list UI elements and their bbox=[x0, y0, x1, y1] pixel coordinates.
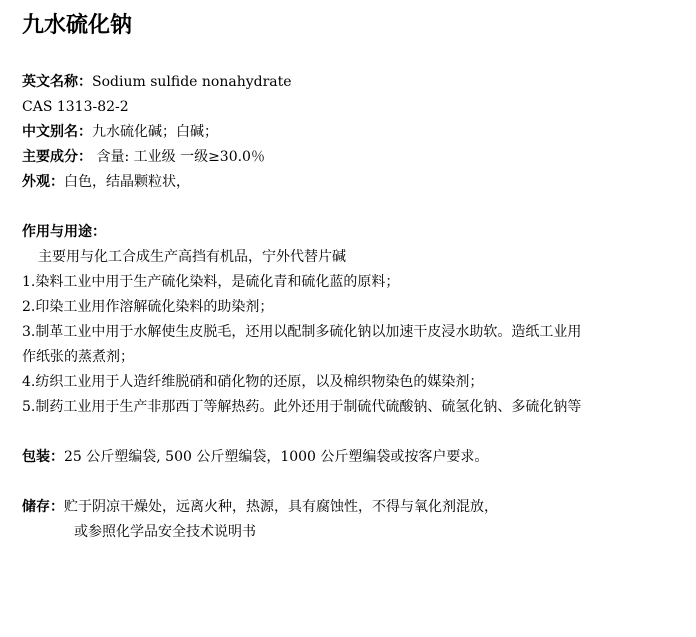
usage-item: 4.纺织工业用于人造纤维脱硝和硝化物的还原，以及棉织物染色的媒染剂； bbox=[22, 374, 484, 390]
usage-intro: 主要用与化工合成生产高挡有机品，宁外代替片碱 bbox=[38, 249, 346, 265]
usage-item: 作纸张的蒸煮剂； bbox=[22, 349, 134, 365]
english-name-value: Sodium sulfide nonahydrate bbox=[92, 74, 292, 90]
storage-label: 储存： bbox=[22, 499, 64, 515]
chinese-alias-label: 中文别名： bbox=[22, 124, 92, 140]
appearance-value: 白色，结晶颗粒状， bbox=[64, 174, 190, 190]
storage-row bbox=[22, 498, 498, 516]
cas-number: CAS 1313-82-2 bbox=[22, 99, 129, 115]
main-component-label: 主要成分： bbox=[22, 149, 92, 165]
packaging-value: 25 公斤塑编袋, 500 公斤塑编袋，1000 公斤塑编袋或按客户要求。 bbox=[64, 449, 489, 465]
main-component-row bbox=[22, 148, 265, 166]
chinese-alias-row bbox=[22, 123, 218, 141]
main-component-value: 含量: 工业级 一级≥30.0％ bbox=[92, 149, 265, 165]
packaging-row bbox=[22, 448, 488, 466]
page-title: 九水硫化钠 bbox=[22, 13, 133, 38]
usage-item: 5.制药工业用于生产非那西丁等解热药。此外还用于制硫代硫酸钠、硫氢化钠、多硫化钠等 bbox=[22, 399, 582, 415]
english-name-row bbox=[22, 73, 292, 91]
packaging-label: 包装： bbox=[22, 449, 64, 465]
usage-heading bbox=[22, 223, 106, 241]
usage-label: 作用与用途： bbox=[22, 224, 106, 240]
usage-item: 3.制革工业中用于水解使生皮脱毛，还用以配制多硫化钠以加速干皮浸水助软。造纸工业用 bbox=[22, 324, 582, 340]
chinese-alias-value: 九水硫化碱；白碱； bbox=[92, 124, 218, 140]
appearance-row bbox=[22, 173, 190, 191]
usage-item: 2.印染工业用作溶解硫化染料的助染剂； bbox=[22, 299, 274, 315]
appearance-label: 外观： bbox=[22, 174, 64, 190]
usage-item: 1.染料工业中用于生产硫化染料，是硫化青和硫化蓝的原料； bbox=[22, 274, 400, 290]
storage-value-continued: 或参照化学品安全技术说明书 bbox=[74, 524, 256, 540]
english-name-label: 英文名称： bbox=[22, 74, 92, 90]
storage-value: 贮于阴凉干燥处，远离火种，热源，具有腐蚀性，不得与氧化剂混放， bbox=[64, 499, 498, 515]
